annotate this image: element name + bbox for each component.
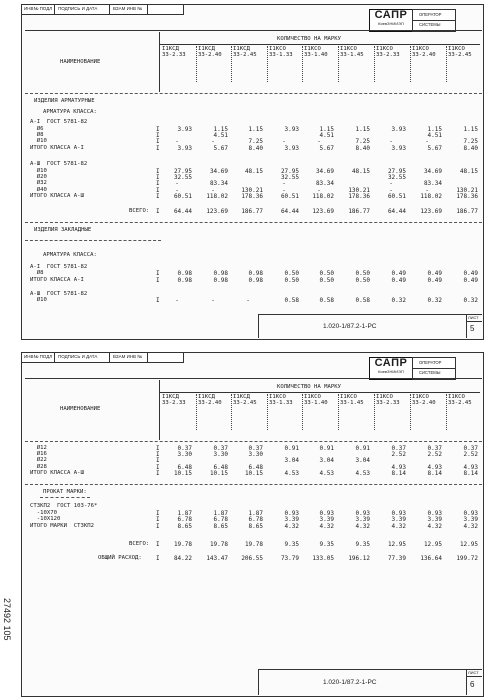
row-d12: Ø12 [30,445,47,451]
table-cell: 0.32 [391,297,406,304]
table-cell: 0.49 [463,277,478,284]
table-cell: - [317,187,321,194]
table-cell: 0.93 [463,510,478,517]
column-header: I1КСД 33-2.45 [233,46,257,58]
table-cell: 10.15 [173,470,192,477]
sheet-label-page-1: ЛИСТ [468,315,479,320]
table-cell: 0.98 [213,277,228,284]
section-izdeliya-armaturnye: ИЗДЕЛИЯ АРМАТУРНЫЕ [34,98,95,104]
row-d8-2: Ø8 [30,270,44,276]
stamp-vzam: ВЗАМ ИНВ № [109,4,149,15]
row-d10b: Ø10 [30,168,47,174]
row-d22: Ø22 [30,457,47,463]
table-cell: 12.95 [423,541,442,548]
table-cell: 3.39 [427,516,442,523]
table-cell: 48.15 [459,168,478,175]
table-cell: 1.15 [248,126,263,133]
table-cell: 9.35 [284,541,299,548]
sapr-logo: САПР КиевЗНИИЭП [369,9,413,32]
table-cell: - [282,180,286,187]
table-cell: 3.04 [284,457,299,464]
table-cell: 0.50 [284,277,299,284]
table-cell: 27.95 [280,168,299,175]
column-header: I1КСО 33-2.33 [376,394,400,406]
document-number-page-1: 1.020-1/87.2-1-РС [323,323,377,330]
table-cell: 0.91 [284,445,299,452]
row-marker: I [156,270,160,277]
row-marker: I [156,464,160,471]
table-cell: 4.53 [284,470,299,477]
table-cell: 0.49 [427,277,442,284]
table-cell: - [175,138,179,145]
row-d10-2: Ø10 [30,297,47,303]
table-cell: 27.95 [173,168,192,175]
operator-box-2: ОПЕРАТОР СИСТЕМЫ [412,357,456,380]
table-cell: 3.39 [355,516,370,523]
table-cell: 3.30 [177,451,192,458]
operator-box: ОПЕРАТОР СИСТЕМЫ [412,9,456,32]
row-marker: I [156,445,160,452]
table-cell: 4.51 [319,132,334,139]
row-d28: Ø28 [30,464,47,470]
stamp-vzam-2: ВЗАМ ИНВ № [109,352,149,363]
table-cell: 32.55 [173,174,192,181]
table-cell: 0.93 [319,510,334,517]
row-marker: I [156,145,160,152]
table-cell: 48.15 [244,168,263,175]
table-cell: 0.37 [463,445,478,452]
table-cell: 4.32 [319,523,334,530]
row-d40: Ø40 [30,187,47,193]
column-header: I1КСО 33-2.33 [376,46,400,58]
table-cell: 9.35 [355,541,370,548]
table-cell: 0.50 [284,270,299,277]
table-cell: 118.02 [206,193,228,200]
column-header: I1КСО 33-2.45 [448,394,472,406]
table-cell: - [425,138,429,145]
table-cell: 0.98 [213,270,228,277]
table-cell: 4.93 [391,464,406,471]
row-marker: I [156,516,160,523]
table-cell: 4.32 [463,523,478,530]
table-cell: 206.55 [241,555,263,562]
document-number-page-2: 1.020-1/87.2-1-РС [323,679,377,686]
table-cell: 1.15 [427,126,442,133]
sheet-label-page-2: ЛИСТ [468,670,479,675]
table-cell: 0.50 [319,277,334,284]
stamp-inv-podl: ИНВ№ ПОДЛ [21,4,56,15]
table-cell: 4.32 [355,523,370,530]
table-cell: - [211,297,215,304]
table-cell: 3.93 [391,126,406,133]
row-vsego: ВСЕГО: [129,208,150,214]
row-d20: Ø20 [30,174,47,180]
row-10x120: -10Х120 [30,516,61,522]
table-cell: 0.37 [213,445,228,452]
column-header: I1КСО 33-1.45 [340,394,364,406]
table-cell: 0.49 [463,270,478,277]
column-header: I1КСО 33-1.45 [340,46,364,58]
row-marker: I [156,208,160,215]
table-cell: 0.32 [427,297,442,304]
table-cell: - [282,138,286,145]
table-cell: 60.51 [280,193,299,200]
row-a3-gost-2: А-Ш ГОСТ 5781-82 [30,291,88,297]
table-cell: - [425,187,429,194]
table-cell: - [211,187,215,194]
table-cell: 9.35 [319,541,334,548]
table-cell: 1.15 [213,126,228,133]
table-cell: 3.93 [284,145,299,152]
table-cell: 3.39 [463,516,478,523]
column-header: I1КСО 33-1.40 [304,46,328,58]
row-itogo-a1: ИТОГО КЛАССА А-I [30,145,84,151]
table-cell: 3.93 [391,145,406,152]
table-cell: 0.49 [427,270,442,277]
table-cell: 178.36 [348,193,370,200]
table-cell: 0.93 [427,510,442,517]
table-cell: 1.15 [319,126,334,133]
row-d10: Ø10 [30,138,47,144]
row-marker: I [156,510,160,517]
table-cell: 32.55 [387,174,406,181]
table-cell: 8.40 [248,145,263,152]
table-cell: - [175,180,179,187]
table-cell: 12.95 [459,541,478,548]
table-cell: 199.72 [456,555,478,562]
table-cell: 123.69 [206,208,228,215]
table-cell: 34.69 [209,168,228,175]
header-qty-2: КОЛИЧЕСТВО НА МАРКУ [277,384,341,390]
table-cell: 64.44 [280,208,299,215]
table-cell: 8.14 [391,470,406,477]
stamp-inv-podl-2: ИНВ№ ПОДЛ [21,352,56,363]
table-cell: 3.39 [319,516,334,523]
table-cell: 8.65 [248,523,263,530]
table-cell: 0.50 [319,270,334,277]
table-cell: 3.30 [213,451,228,458]
table-cell: 7.25 [463,138,478,145]
table-cell: 64.44 [387,208,406,215]
table-cell: 1.15 [463,126,478,133]
column-header: I1КСО 33-1.33 [269,46,293,58]
table-cell: 6.78 [213,516,228,523]
table-cell: 133.05 [312,555,334,562]
table-cell: 19.78 [244,541,263,548]
table-cell: 83.34 [209,180,228,187]
table-cell: 118.02 [312,193,334,200]
table-cell: 64.44 [173,208,192,215]
row-itogo-a1-2: ИТОГО КЛАССА А-I [30,277,84,283]
table-cell: 1.15 [355,126,370,133]
row-d32: Ø32 [30,180,47,186]
table-cell: 4.32 [391,523,406,530]
table-cell: 136.64 [420,555,442,562]
table-cell: 0.98 [177,277,192,284]
table-cell: 143.47 [206,555,228,562]
column-header: I1КСД 33-2.33 [162,394,186,406]
table-cell: 4.93 [463,464,478,471]
sheet-number-page-2: 6 [470,680,475,689]
row-marker: I [156,126,160,133]
table-cell: - [175,187,179,194]
row-vsego-2: ВСЕГО: [129,541,150,547]
row-marker: I [156,457,160,464]
row-itogo-a3-2: ИТОГО КЛАССА А-Ш [30,470,84,476]
row-marker: I [156,523,160,530]
row-marker: I [156,193,160,200]
table-cell: 48.15 [351,168,370,175]
table-cell: 0.37 [177,445,192,452]
table-cell: - [317,138,321,145]
table-cell: 2.52 [427,451,442,458]
table-cell: 27.95 [387,168,406,175]
table-cell: 4.93 [427,464,442,471]
table-cell: 130.21 [348,187,370,194]
column-header: I1КСД 33-2.45 [233,394,257,406]
sapr-logo-2: САПР КиевЗНИИЭП [369,357,413,380]
header-name-2: НАИМЕНОВАНИЕ [60,406,101,412]
table-cell: 32.55 [280,174,299,181]
table-cell: 0.91 [355,445,370,452]
table-cell: 8.40 [463,145,478,152]
table-cell: 0.49 [391,277,406,284]
table-cell: - [282,187,286,194]
table-cell: 0.98 [177,270,192,277]
row-marker: I [156,168,160,175]
column-header: I1КСО 33-2.40 [412,46,436,58]
table-cell: - [389,187,393,194]
row-marker: I [156,470,160,477]
stamp-podpis-2: ПОДПИСЬ И ДАТА [54,352,111,363]
table-cell: 1.87 [213,510,228,517]
table-cell: 130.21 [456,187,478,194]
table-cell: 196.12 [348,555,370,562]
row-itogo-marki: ИТОГО МАРКИ СТЗКП2 [30,523,94,529]
table-cell: 5.67 [319,145,334,152]
table-cell: 0.93 [355,510,370,517]
table-cell: 6.48 [248,464,263,471]
row-marker: I [156,297,160,304]
table-cell: 2.52 [391,451,406,458]
row-marker: I [156,180,160,187]
table-cell: 6.48 [177,464,192,471]
table-cell: 0.37 [248,445,263,452]
table-cell: 6.78 [248,516,263,523]
section-izdeliya-zakladnye: ИЗДЕЛИЯ ЗАКЛАДНЫЕ [34,227,92,233]
row-marker: I [156,138,160,145]
table-cell: 5.67 [213,145,228,152]
table-cell: 77.39 [387,555,406,562]
table-cell: 10.15 [209,470,228,477]
column-header: I1КСО 33-1.33 [269,394,293,406]
row-marker: I [156,277,160,284]
table-cell: 8.14 [427,470,442,477]
table-cell: 4.51 [213,132,228,139]
table-cell: 84.22 [173,555,192,562]
table-cell: 8.65 [213,523,228,530]
row-d16: Ø16 [30,451,47,457]
table-cell: - [211,138,215,145]
section-armatura-klassa: АРМАТУРА КЛАССА: [43,109,97,115]
row-a1-gost: А-I ГОСТ 5781-82 [30,119,88,125]
table-cell: 0.50 [355,270,370,277]
table-cell: 0.93 [284,510,299,517]
column-header: I1КСД 33-2.33 [162,46,186,58]
row-itogo-a3: ИТОГО КЛАССА А-Ш [30,193,84,199]
table-cell: 7.25 [248,138,263,145]
header-qty: КОЛИЧЕСТВО НА МАРКУ [277,36,341,42]
table-cell: 3.39 [391,516,406,523]
row-marker: I [156,451,160,458]
table-cell: 0.37 [427,445,442,452]
column-header: I1КСД 33-2.40 [198,394,222,406]
table-cell: 34.69 [315,168,334,175]
table-cell: - [389,180,393,187]
table-cell: 12.95 [387,541,406,548]
table-cell: 186.77 [348,208,370,215]
table-cell: - [175,297,179,304]
table-cell: 3.93 [284,126,299,133]
table-cell: 83.34 [423,180,442,187]
table-cell: 10.15 [244,470,263,477]
side-archive-note: 27492 105 [2,598,12,641]
table-cell: 3.30 [248,451,263,458]
table-cell: 73.79 [280,555,299,562]
table-cell: 0.50 [355,277,370,284]
table-cell: 6.78 [177,516,192,523]
table-cell: 178.36 [456,193,478,200]
row-10x70: -10Х70 [30,510,57,516]
table-cell: 8.14 [463,470,478,477]
table-cell: 3.04 [355,457,370,464]
row-marker: I [156,555,160,562]
table-cell: 0.93 [391,510,406,517]
table-cell: 4.53 [355,470,370,477]
table-cell: 1.87 [248,510,263,517]
row-a1-gost-2: А-I ГОСТ 5781-82 [30,264,88,270]
table-cell: 0.98 [248,277,263,284]
row-d8: Ø8 [30,132,44,138]
stamp-empty-2 [147,352,184,363]
section-armatura-klassa-2: АРМАТУРА КЛАССА: [43,252,97,258]
table-cell: 0.49 [391,270,406,277]
table-cell: 4.53 [319,470,334,477]
table-cell: - [246,297,250,304]
table-cell: 0.91 [319,445,334,452]
row-d6: Ø6 [30,126,44,132]
table-cell: 8.65 [177,523,192,530]
table-cell: 186.77 [456,208,478,215]
table-cell: 60.51 [387,193,406,200]
table-cell: 186.77 [241,208,263,215]
table-cell: 60.51 [173,193,192,200]
table-cell: 7.25 [355,138,370,145]
header-name: НАИМЕНОВАНИЕ [60,59,101,65]
table-cell: 6.48 [213,464,228,471]
stamp-empty [147,4,184,15]
table-cell: 0.58 [319,297,334,304]
table-cell: 0.98 [248,270,263,277]
table-cell: 4.32 [427,523,442,530]
table-cell: 1.87 [177,510,192,517]
table-cell: - [389,138,393,145]
row-marker: I [156,541,160,548]
header-top-rule [25,30,482,31]
table-cell: 0.58 [284,297,299,304]
table-cell: 3.93 [177,126,192,133]
section-prokat: ПРОКАТ МАРКИ: [43,489,87,495]
column-header: I1КСО 33-2.40 [412,394,436,406]
sheet-number-page-1: 5 [470,324,475,333]
table-cell: 3.93 [177,145,192,152]
table-cell: 0.58 [355,297,370,304]
table-cell: 123.69 [312,208,334,215]
table-cell: 8.40 [355,145,370,152]
table-cell: 123.69 [420,208,442,215]
column-header: I1КСО 33-1.40 [304,394,328,406]
table-cell: 34.69 [423,168,442,175]
table-cell: 118.02 [420,193,442,200]
table-cell: 4.51 [427,132,442,139]
column-header: I1КСД 33-2.40 [198,46,222,58]
table-cell: 0.32 [463,297,478,304]
table-cell: 3.39 [284,516,299,523]
table-cell: 3.04 [319,457,334,464]
table-cell: 0.37 [391,445,406,452]
table-cell: 2.52 [463,451,478,458]
row-a3-gost: А-Ш ГОСТ 5781-82 [30,161,88,167]
row-marker: I [156,132,160,139]
row-marker: I [156,174,160,181]
table-cell: 83.34 [315,180,334,187]
table-cell: 5.67 [427,145,442,152]
column-header: I1КСО 33-2.45 [448,46,472,58]
stamp-podpis: ПОДПИСЬ И ДАТА [54,4,111,15]
table-cell: 4.32 [284,523,299,530]
row-obshiy: ОБЩИЙ РАСХОД: [98,555,142,561]
table-cell: 178.36 [241,193,263,200]
row-marker: I [156,187,160,194]
table-cell: 19.78 [173,541,192,548]
table-cell: 130.21 [241,187,263,194]
row-st3kp2: СТЗКП2 ГОСТ 103-76* [30,503,98,509]
table-cell: 19.78 [209,541,228,548]
